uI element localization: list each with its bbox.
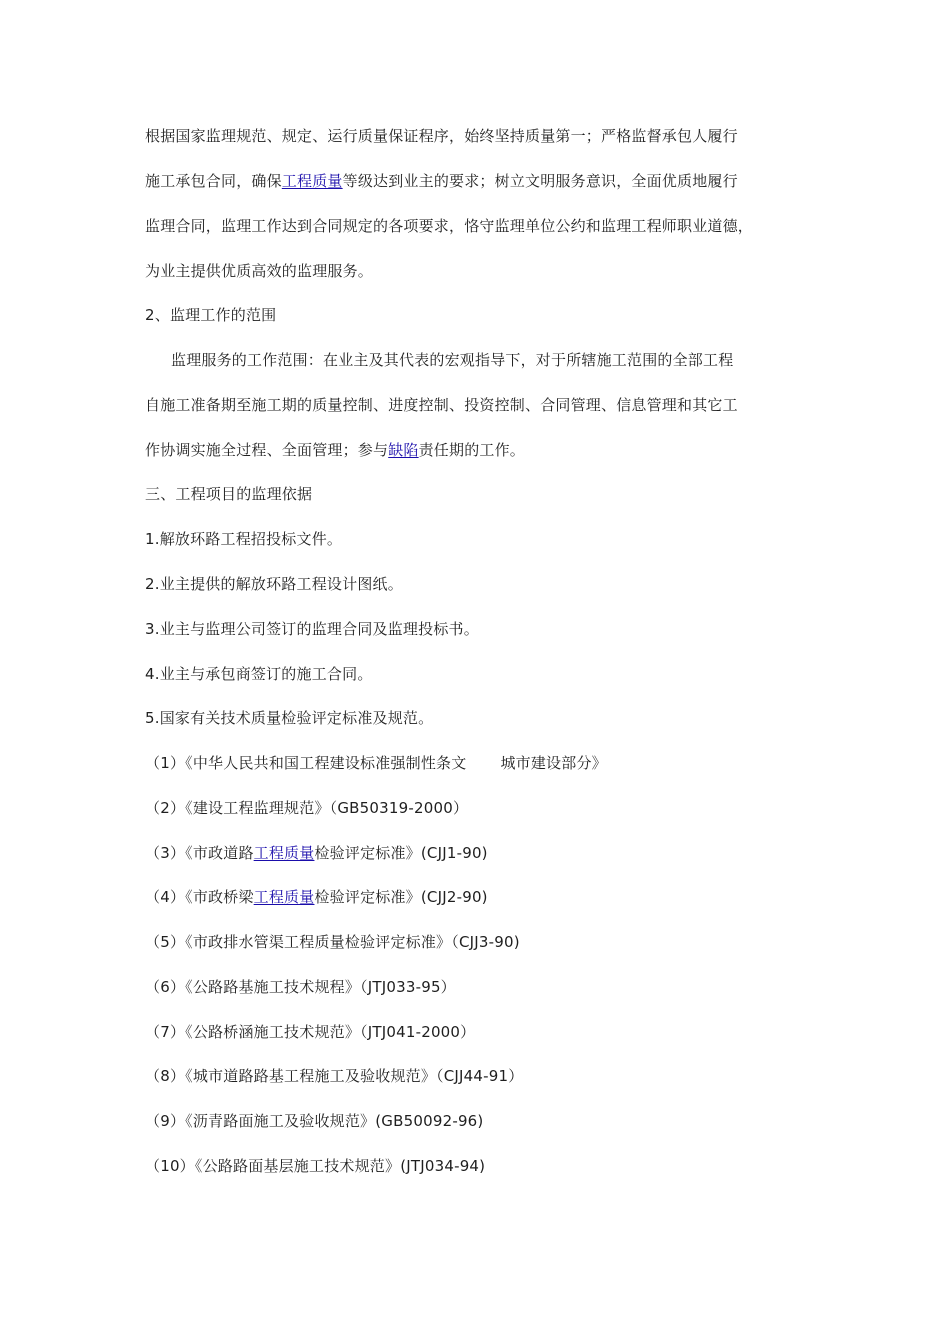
standard-item-4 [145, 887, 488, 907]
para2-line2 [145, 395, 738, 415]
standard-item-3-text-a: （3）《市政道路 [145, 844, 254, 862]
basis-item-2-text: 2.业主提供的解放环路工程设计图纸。 [145, 575, 403, 593]
para2-line1 [171, 350, 733, 370]
road-quality-link[interactable]: 工程质量 [253, 844, 315, 862]
standard-item-1-text-b: 城市建设部分》 [500, 754, 607, 772]
standard-item-8 [145, 1066, 523, 1086]
para1-line3-text: 监理合同，监理工作达到合同规定的各项要求，恪守监理单位公约和监理工程师职业道德， [145, 217, 754, 235]
para1-line2-text-a: 施工承包合同，确保 [145, 172, 282, 190]
bridge-quality-link[interactable]: 工程质量 [253, 888, 315, 906]
standard-item-10 [145, 1156, 485, 1176]
engineering-quality-link[interactable]: 工程质量 [281, 172, 343, 190]
standard-item-6-text: （6）《公路路基施工技术规程》（JTJ033-95） [145, 978, 456, 996]
standard-item-3-text-b: 检验评定标准》(CJJ1-90) [314, 844, 488, 862]
basis-item-3 [145, 619, 479, 639]
para1-line4 [145, 261, 373, 281]
para2-line3-text-b: 责任期的工作。 [418, 441, 526, 459]
basis-item-1-text: 1.解放环路工程招投标文件。 [145, 530, 343, 548]
basis-item-2 [145, 574, 403, 594]
standard-item-2-text: （2）《建设工程监理规范》（GB50319-2000） [145, 799, 469, 817]
para2-line2-text: 自施工准备期至施工期的质量控制、进度控制、投资控制、合同管理、信息管理和其它工 [145, 396, 738, 414]
basis-item-4 [145, 664, 373, 684]
section2-heading-text: 2、监理工作的范围 [145, 306, 277, 324]
standard-item-7 [145, 1022, 475, 1042]
para2-line3 [145, 440, 525, 460]
standard-item-1-text-a: （1）《中华人民共和国工程建设标准强制性条文 [145, 754, 467, 772]
basis-item-3-text: 3.业主与监理公司签订的监理合同及监理投标书。 [145, 620, 479, 638]
basis-item-1 [145, 529, 342, 549]
standard-item-2 [145, 798, 468, 818]
standard-item-5-text: （5）《市政排水管渠工程质量检验评定标准》（CJJ3-90) [145, 933, 520, 951]
section3-heading [145, 484, 312, 504]
standard-item-7-text: （7）《公路桥涵施工技术规范》（JTJ041-2000） [145, 1023, 476, 1041]
para1-line2-text-b: 等级达到业主的要求；树立文明服务意识，全面优质地履行 [342, 172, 738, 190]
standard-item-6 [145, 977, 456, 997]
defect-link[interactable]: 缺陷 [388, 441, 419, 459]
standard-item-8-text: （8）《城市道路路基工程施工及验收规范》（CJJ44-91） [145, 1067, 524, 1085]
standard-item-9-text: （9）《沥青路面施工及验收规范》(GB50092-96) [145, 1112, 484, 1130]
standard-item-10-text: （10）《公路路面基层施工技术规范》(JTJ034-94) [145, 1157, 486, 1175]
para1-line3 [145, 216, 753, 236]
section3-heading-text: 三、工程项目的监理依据 [145, 485, 313, 503]
basis-item-5 [145, 708, 433, 728]
para1-line1-text: 根据国家监理规范、规定、运行质量保证程序，始终坚持质量第一；严格监督承包人履行 [145, 127, 738, 145]
standard-item-1 [145, 753, 607, 773]
para2-line3-text-a: 作协调实施全过程、全面管理；参与 [145, 441, 389, 459]
standard-item-4-text-a: （4）《市政桥梁 [145, 888, 254, 906]
basis-item-4-text: 4.业主与承包商签订的施工合同。 [145, 665, 373, 683]
para1-line4-text: 为业主提供优质高效的监理服务。 [145, 262, 374, 280]
section2-heading [145, 305, 276, 325]
para1-line2 [145, 171, 738, 191]
basis-item-5-text: 5.国家有关技术质量检验评定标准及规范。 [145, 709, 434, 727]
standard-item-4-text-b: 检验评定标准》(CJJ2-90) [314, 888, 488, 906]
standard-item-9 [145, 1111, 483, 1131]
standard-item-5 [145, 932, 520, 952]
standard-item-3 [145, 843, 488, 863]
para1-line1 [145, 126, 738, 146]
para2-line1-text: 监理服务的工作范围：在业主及其代表的宏观指导下，对于所辖施工范围的全部工程 [171, 351, 734, 369]
